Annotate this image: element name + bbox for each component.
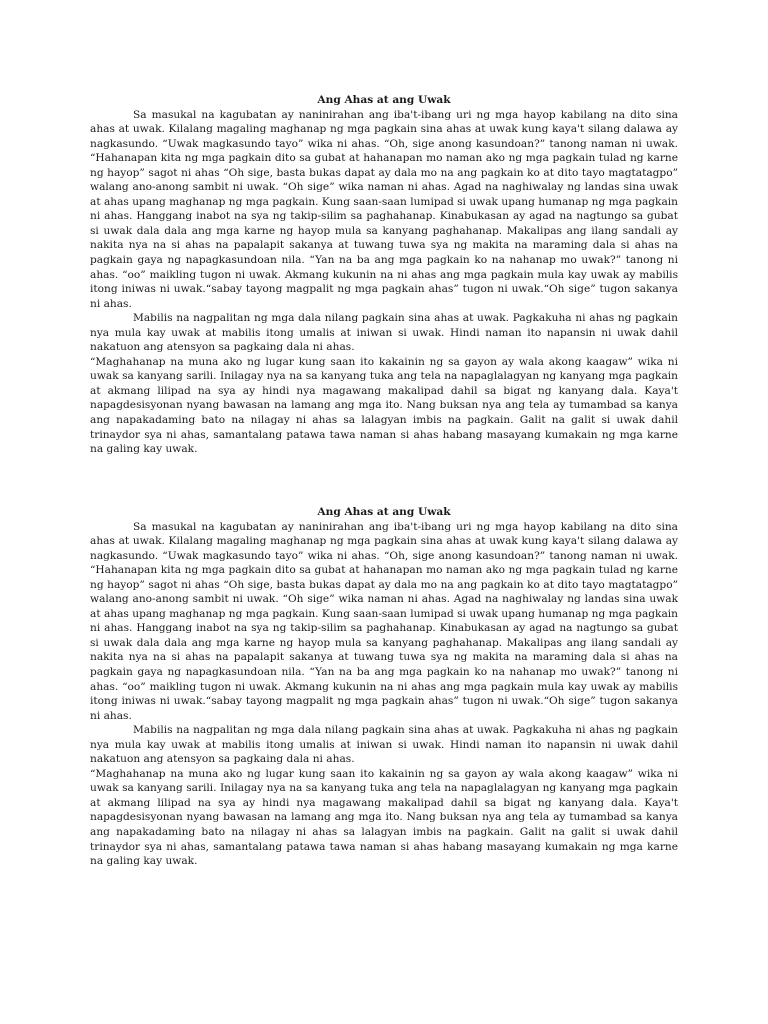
story-paragraph: “Maghahanap na muna ako ng lugar kung saan ito kakainin ng sa gayon ay wala akong kaagaw” wika ni uwak sa kanyang sarili. Inilagay nya na sa kanyang tuka ang tela na napaglalagyan ng kanyang mga pagkain at akmang lilipad na sya ay hindi nya magawang makalipad dahil sa bigat ng kanyang dala. Kaya't napagdesisyonan nyang bawasan na lamang ang mga ito. Nang buksan nya ang tela ay tumambad sa kanya ang napakadaming bato na nilagay ni ahas sa lalagyan imbis na pagkain. Galit na galit si uwak dahil trinaydor sya ni ahas, samantalang patawa tawa naman si ahas habang masayang kumakain ng mga karne na galing kay uwak.	[90, 767, 678, 868]
story-paragraph: Mabilis na nagpalitan ng mga dala nilang pagkain sina ahas at uwak. Pagkakuha ni ahas ng pagkain nya mula kay uwak at mabilis itong umalis at iniwan si uwak. Hindi naman ito napansin ni uwak dahil nakatuon ang atensyon sa pagkaing dala ni ahas.	[90, 724, 678, 766]
story-title: Ang Ahas at ang Uwak	[317, 94, 451, 106]
story-section-1	[90, 93, 678, 457]
story-paragraph: Sa masukal na kagubatan ay naninirahan ang iba't-ibang uri ng mga hayop kabilang na dito sina ahas at uwak. Kilalang magaling maghanap ng mga pagkain sina ahas at uwak kung kaya't silang dalawa ay nagkasundo. “Uwak magkasundo tayo” wika ni ahas. “Oh, sige anong kasundoan?” tanong naman ni uwak. “Hahanapan kita ng mga pagkain dito sa gubat at hahanapan mo naman ako ng mga pagkain tulad ng karne ng hayop” sagot ni ahas “Oh sige, basta bukas dapat ay dala mo na ang pagkain ko at dito tayo magtatagpo” walang ano-anong sambit ni uwak. “Oh sige” wika naman ni ahas. Agad na naghiwalay ng landas sina uwak at ahas upang maghanap ng mga pagkain. Kung saan-saan lumipad si uwak upang humanap ng mga pagkain ni ahas. Hanggang inabot na sya ng takip-silim sa paghahanap. Kinabukasan ay agad na nagtungo sa gubat si uwak dala dala ang mga karne ng hayop mula sa kanyang paghahanap. Makalipas ang ilang sandali ay nakita nya na si ahas na papalapit sakanya at tuwang tuwa sya ng makita na maraming dala si ahas na pagkain gaya ng napagkasundoan nila. “Yan na ba ang mga pagkain ko na nahanap mo uwak?” tanong ni ahas. “oo” maikling tugon ni uwak. Akmang kukunin na ni ahas ang mga pagkain mula kay uwak ay mabilis itong iniwas ni uwak.“sabay tayong magpalit ng mga pagkain ahas” tugon ni uwak.“Oh sige” tugon sakanya ni ahas.	[90, 520, 678, 722]
story-paragraph: Mabilis na nagpalitan ng mga dala nilang pagkain sina ahas at uwak. Pagkakuha ni ahas ng pagkain nya mula kay uwak at mabilis itong umalis at iniwan si uwak. Hindi naman ito napansin ni uwak dahil nakatuon ang atensyon sa pagkaing dala ni ahas.	[90, 312, 678, 354]
story-paragraph: Sa masukal na kagubatan ay naninirahan ang iba't-ibang uri ng mga hayop kabilang na dito sina ahas at uwak. Kilalang magaling maghanap ng mga pagkain sina ahas at uwak kung kaya't silang dalawa ay nagkasundo. “Uwak magkasundo tayo” wika ni ahas. “Oh, sige anong kasundoan?” tanong naman ni uwak. “Hahanapan kita ng mga pagkain dito sa gubat at hahanapan mo naman ako ng mga pagkain tulad ng karne ng hayop” sagot ni ahas “Oh sige, basta bukas dapat ay dala mo na ang pagkain ko at dito tayo magtatagpo” walang ano-anong sambit ni uwak. “Oh sige” wika naman ni ahas. Agad na naghiwalay ng landas sina uwak at ahas upang maghanap ng mga pagkain. Kung saan-saan lumipad si uwak upang humanap ng mga pagkain ni ahas. Hanggang inabot na sya ng takip-silim sa paghahanap. Kinabukasan ay agad na nagtungo sa gubat si uwak dala dala ang mga karne ng hayop mula sa kanyang paghahanap. Makalipas ang ilang sandali ay nakita nya na si ahas na papalapit sakanya at tuwang tuwa sya ng makita na maraming dala si ahas na pagkain gaya ng napagkasundoan nila. “Yan na ba ang mga pagkain ko na nahanap mo uwak?” tanong ni ahas. “oo” maikling tugon ni uwak. Akmang kukunin na ni ahas ang mga pagkain mula kay uwak ay mabilis itong iniwas ni uwak.“sabay tayong magpalit ng mga pagkain ahas” tugon ni uwak.“Oh sige” tugon sakanya ni ahas.	[90, 108, 678, 310]
story-paragraph: “Maghahanap na muna ako ng lugar kung saan ito kakainin ng sa gayon ay wala akong kaagaw” wika ni uwak sa kanyang sarili. Inilagay nya na sa kanyang tuka ang tela na napaglalagyan ng kanyang mga pagkain at akmang lilipad na sya ay hindi nya magawang makalipad dahil sa bigat ng kanyang dala. Kaya't napagdesisyonan nyang bawasan na lamang ang mga ito. Nang buksan nya ang tela ay tumambad sa kanya ang napakadaming bato na nilagay ni ahas sa lalagyan imbis na pagkain. Galit na galit si uwak dahil trinaydor sya ni ahas, samantalang patawa tawa naman si ahas habang masayang kumakain ng mga karne na galing kay uwak.	[90, 355, 678, 456]
story-section-2	[90, 505, 678, 869]
story-title: Ang Ahas at ang Uwak	[317, 506, 451, 518]
